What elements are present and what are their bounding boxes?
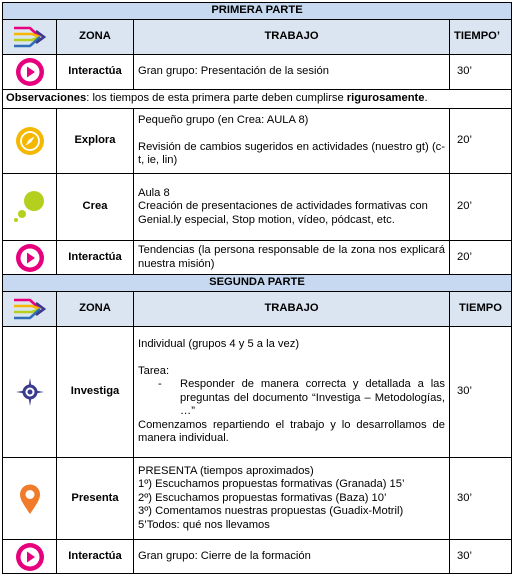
play-icon: [3, 55, 57, 90]
observations-row: [3, 90, 512, 109]
zone-header: ZONA: [57, 20, 134, 55]
zone-name: Interactúa: [57, 55, 134, 90]
work-text: [134, 109, 450, 174]
bullet-item: [138, 378, 445, 419]
work-text: [134, 327, 450, 458]
observations-label: Observaciones: [6, 92, 87, 105]
time-value: 20’: [450, 241, 512, 275]
zone-name: Interactúa: [57, 241, 134, 275]
crosshair-icon: [3, 327, 57, 458]
play-icon: [3, 540, 57, 574]
observations-text: [3, 90, 512, 109]
time-value: 20’: [450, 109, 512, 174]
work-line: Individual (grupos 4 y 5 a la vez): [138, 338, 300, 351]
time-value: 30’: [450, 458, 512, 540]
zone-header: ZONA: [57, 292, 134, 327]
time-value: 30’: [450, 327, 512, 458]
bullet-mark: -: [158, 378, 162, 391]
bubbles-icon: [3, 174, 57, 241]
work-line: Revisión de cambios sugeridos en actividades (nuestro gt) (c-t, ie, lin): [138, 140, 445, 167]
arrows-logo-icon: [3, 20, 57, 55]
section-header-part2: [3, 275, 512, 292]
zone-name: Presenta: [57, 458, 134, 540]
zone-name: Investiga: [57, 327, 134, 458]
time-value: 20’: [450, 174, 512, 241]
time-value: 30’: [450, 55, 512, 90]
arrows-logo-icon: [3, 292, 57, 327]
zone-name: Interactúa: [57, 540, 134, 574]
compass-icon: [3, 109, 57, 174]
work-line: 2º) Escuchamos propuestas formativas (Baza) 10’: [138, 491, 387, 504]
work-header: TRABAJO: [134, 20, 450, 55]
work-line: 5’Todos: qué nos llevamos: [138, 518, 270, 531]
work-line: Tarea:: [138, 364, 170, 377]
work-line: PRESENTA (tiempos aproximados): [138, 464, 314, 477]
time-header: TIEMPO: [450, 292, 512, 327]
work-line: Aula 8: [138, 186, 170, 199]
section-title: SEGUNDA PARTE: [3, 275, 512, 292]
play-icon: [3, 241, 57, 275]
work-text: [134, 174, 450, 241]
table-row: [3, 174, 512, 241]
work-header: TRABAJO: [134, 292, 450, 327]
work-text: [134, 458, 450, 540]
column-header-row: [3, 292, 512, 327]
section-title: PRIMERA PARTE: [3, 3, 512, 20]
work-line: Pequeño grupo (en Crea: AULA 8): [138, 114, 309, 127]
zone-name: Explora: [57, 109, 134, 174]
observations-body: : los tiempos de esta primera parte deben cumplirse: [86, 92, 347, 105]
bullet-text: Responder de manera correcta y detallada a las preguntas del documento “Investiga – Metodologías, …”: [180, 378, 445, 418]
table-row: [3, 327, 512, 458]
table-row: [3, 540, 512, 574]
table-row: [3, 458, 512, 540]
column-header-row: [3, 20, 512, 55]
work-line: 1º) Escuchamos propuestas formativas (Granada) 15’: [138, 478, 405, 491]
table-row: [3, 109, 512, 174]
work-text: Gran grupo: Presentación de la sesión: [134, 55, 450, 90]
observations-end: .: [424, 92, 428, 105]
schedule-table: [2, 2, 512, 574]
location-pin-icon: [3, 458, 57, 540]
work-line: 3º) Comentamos nuestras propuestas (Guadix-Motril): [138, 505, 404, 518]
work-text: Gran grupo: Cierre de la formación: [134, 540, 450, 574]
section-header-part1: [3, 3, 512, 20]
work-line: Creación de presentaciones de actividades formativas con Genial.ly especial, Stop motion, vídeo, pódcast, etc.: [138, 200, 428, 226]
table-row: [3, 55, 512, 90]
table-row: [3, 241, 512, 275]
work-text: Tendencias (la persona responsable de la zona nos explicará nuestra misión): [134, 241, 450, 275]
time-value: 30’: [450, 540, 512, 574]
observations-strong: rigurosamente: [346, 92, 425, 105]
work-line: Comenzamos repartiendo el trabajo y lo desarrollamos de manera individual.: [138, 418, 445, 445]
zone-name: Crea: [57, 174, 134, 241]
time-header: TIEMPO’: [450, 20, 512, 55]
